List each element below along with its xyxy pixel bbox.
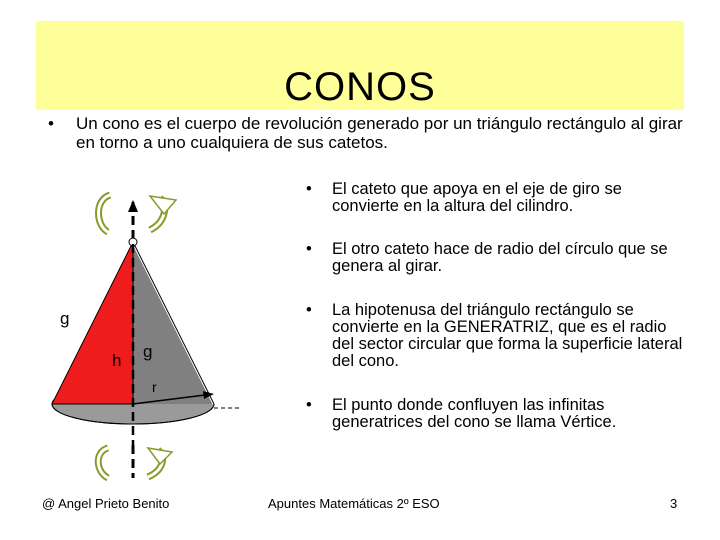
- bullet-marker: •: [306, 180, 312, 198]
- intro-paragraph: [48, 114, 688, 152]
- bullet-text: El cateto que apoya en el eje de giro se convierte en la altura del cilindro.: [332, 180, 622, 215]
- footer-center: Apuntes Matemáticas 2º ESO: [268, 496, 440, 511]
- rotation-arrow-bottom-icon: [98, 448, 172, 478]
- label-h: h: [112, 351, 122, 370]
- label-r: r: [152, 379, 157, 395]
- bullet-item-1: [306, 181, 686, 215]
- footer-page-number: 3: [670, 496, 678, 511]
- bullet-marker: •: [306, 396, 312, 414]
- axis-arrowhead-icon: [128, 200, 138, 212]
- rotation-arrow-top-icon: [99, 195, 177, 232]
- bullet-text: El otro cateto hace de radio del círculo que se genera al girar.: [332, 240, 668, 275]
- label-g-outer: g: [60, 309, 70, 328]
- page-title: CONOS: [284, 65, 436, 109]
- cone-diagram: [0, 180, 300, 500]
- bullet-marker: •: [306, 240, 312, 258]
- bullet-item-2: [306, 241, 686, 275]
- title-band: [36, 21, 684, 110]
- intro-text: Un cono es el cuerpo de revolución generado por un triángulo rectángulo al girar en torno a uno cualquiera de sus catetos.: [76, 114, 683, 152]
- bullet-marker: •: [306, 301, 312, 319]
- footer-author: @ Angel Prieto Benito: [42, 496, 170, 511]
- bullet-item-4: [306, 397, 686, 431]
- bullet-marker: •: [48, 114, 54, 133]
- bullet-text: El punto donde confluyen las infinitas generatrices del cono se llama Vértice.: [332, 396, 617, 431]
- label-g-inner: g: [143, 342, 153, 361]
- bullet-item-3: [306, 302, 686, 370]
- bullet-text: La hipotenusa del triángulo rectángulo se convierte en la GENERATRIZ, que es el radio del sector circular que forma la superficie lateral del cono.: [332, 301, 683, 370]
